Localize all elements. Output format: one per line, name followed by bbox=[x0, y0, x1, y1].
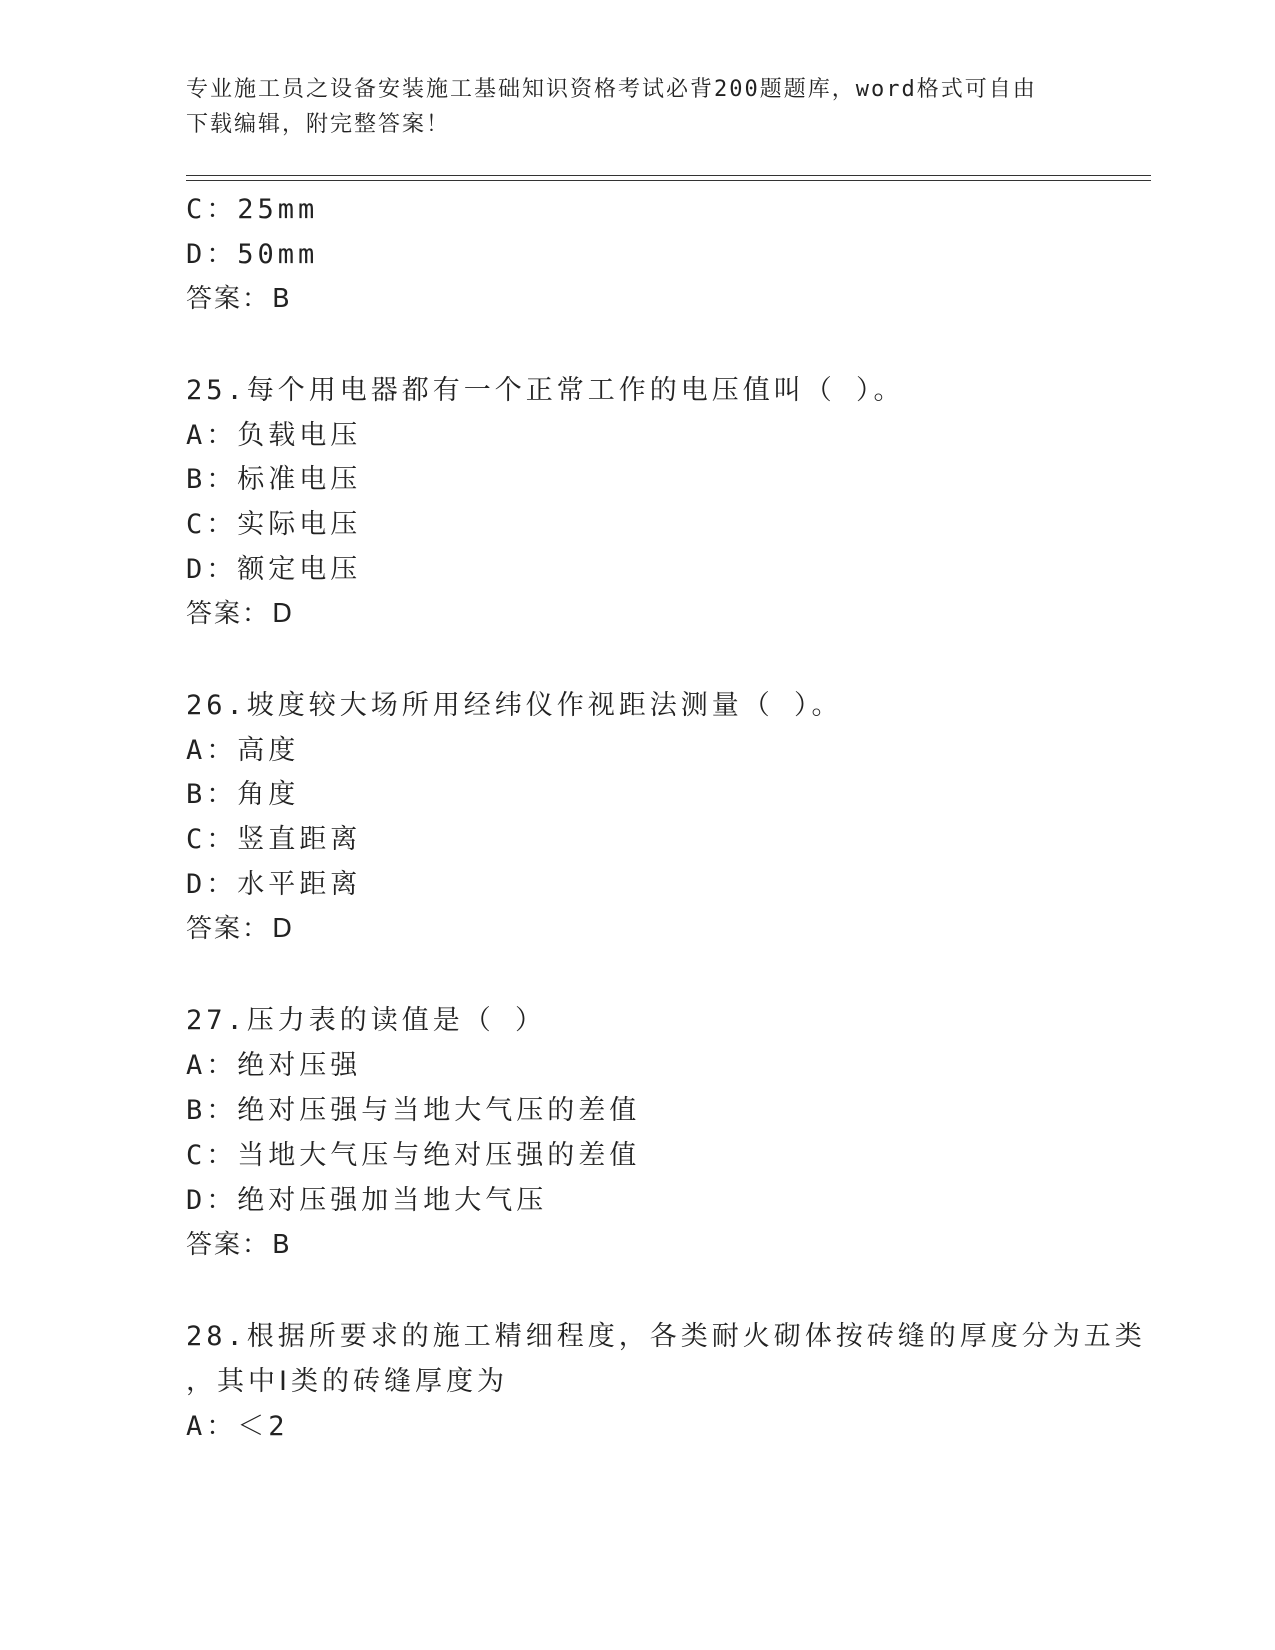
question-27-answer bbox=[186, 1227, 292, 1263]
question-26-stem: 26.坡度较大场所用经纬仪作视距法测量（ ）。 bbox=[186, 690, 843, 721]
answer-value: B bbox=[272, 1230, 292, 1260]
question-28-option-a: A：＜2 bbox=[186, 1411, 289, 1442]
question-26-option-b: B：角度 bbox=[186, 779, 300, 810]
answer-value: D bbox=[272, 599, 295, 629]
question-25-option-c: C：实际电压 bbox=[186, 509, 362, 540]
question-27-option-a: A：绝对压强 bbox=[186, 1050, 362, 1081]
question-27-option-d: D：绝对压强加当地大气压 bbox=[186, 1185, 548, 1216]
answer-label: 答案： bbox=[186, 284, 271, 314]
answer-label: 答案： bbox=[186, 1230, 271, 1260]
header-rule-bottom bbox=[186, 180, 1151, 181]
prev-option-d: D：50mm bbox=[186, 239, 319, 270]
question-25-option-d: D：额定电压 bbox=[186, 554, 362, 585]
question-25-option-b: B：标准电压 bbox=[186, 464, 362, 495]
question-25-answer bbox=[186, 596, 294, 632]
answer-value: D bbox=[272, 914, 295, 944]
document-header bbox=[186, 72, 1086, 142]
answer-value: B bbox=[272, 284, 292, 314]
prev-answer bbox=[186, 281, 292, 317]
header-line-2: 下载编辑，附完整答案！ bbox=[186, 112, 451, 137]
answer-label: 答案： bbox=[186, 914, 271, 944]
question-25-stem: 25.每个用电器都有一个正常工作的电压值叫（ ）。 bbox=[186, 375, 905, 406]
question-26-option-d: D：水平距离 bbox=[186, 869, 362, 900]
prev-option-c: C：25mm bbox=[186, 194, 319, 225]
header-line-1: 专业施工员之设备安装施工基础知识资格考试必背200题题库，word格式可自由 bbox=[186, 77, 1037, 102]
question-26-answer bbox=[186, 911, 294, 947]
header-rule-top bbox=[186, 175, 1151, 176]
question-25-option-a: A：负载电压 bbox=[186, 420, 362, 451]
question-28-stem-continued: ，其中Ⅰ类的砖缝厚度为 bbox=[186, 1366, 508, 1397]
question-27-option-c: C：当地大气压与绝对压强的差值 bbox=[186, 1140, 641, 1171]
question-26-option-c: C：竖直距离 bbox=[186, 824, 362, 855]
question-27-option-b: B：绝对压强与当地大气压的差值 bbox=[186, 1095, 641, 1126]
question-27-stem: 27.压力表的读值是（ ） bbox=[186, 1005, 547, 1036]
answer-label: 答案： bbox=[186, 599, 271, 629]
question-28-stem: 28.根据所要求的施工精细程度，各类耐火砌体按砖缝的厚度分为五类 bbox=[186, 1321, 1146, 1352]
question-26-option-a: A：高度 bbox=[186, 735, 300, 766]
